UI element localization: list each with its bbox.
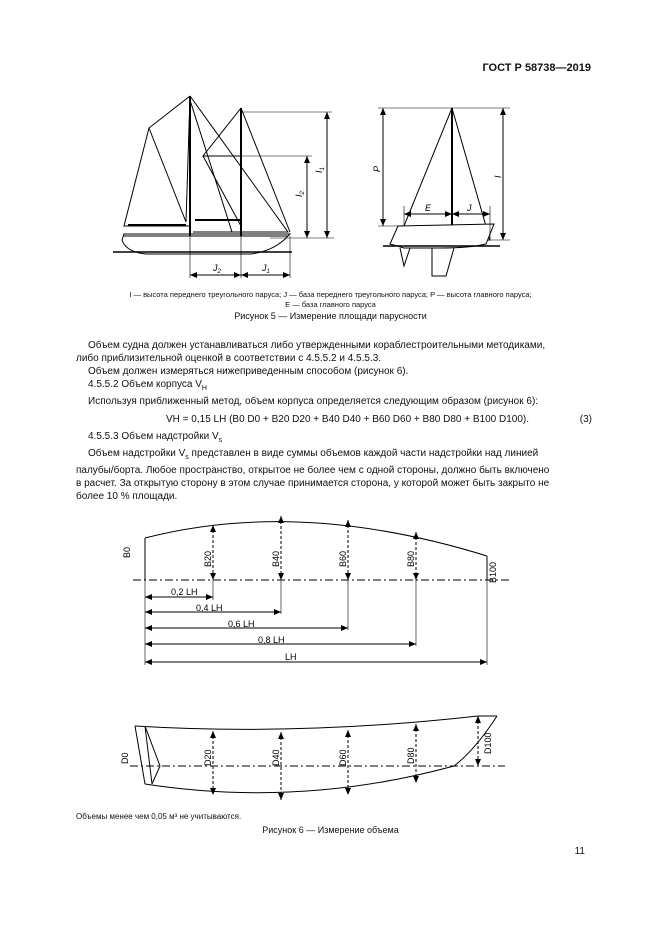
label-D20: D20 [203, 749, 213, 766]
label-B100: B100 [488, 561, 498, 583]
label-0.8L: 0,8 LН [258, 635, 285, 645]
figure-5-legend: I — высота переднего треугольного паруса; J — база переднего треугольного паруса; P — высота главного паруса; E — база главного паруса [129, 290, 532, 309]
label-0.2L: 0,2 LН [171, 587, 198, 597]
figure-6-caption: Рисунок 6 — Измерение объема [262, 825, 399, 835]
label-B80: B80 [406, 550, 416, 567]
label-I: I [493, 175, 503, 178]
label-B0: B0 [122, 546, 132, 558]
formula-3: VН = 0,15 LН (B0 D0 + B20 D20 + B40 D40 + B60 D60 + B80 D80 + B100 D100). [166, 414, 530, 425]
label-0.6L: 0,6 LН [228, 619, 255, 629]
label-J1: $J_1$ [262, 263, 270, 275]
label-B20: B20 [203, 550, 213, 567]
label-I2: $I_2$ [294, 191, 306, 197]
label-B40: B40 [271, 550, 281, 567]
label-I1: $I_1$ [314, 167, 326, 173]
label-D80: D80 [406, 747, 416, 764]
label-D40: D40 [271, 749, 281, 766]
label-E: E [425, 203, 432, 213]
label-D60: D60 [338, 749, 348, 766]
document-header: ГОСТ Р 58738—2019 [482, 62, 591, 74]
label-D100: D100 [483, 732, 493, 754]
label-0.4L: 0,4 LН [196, 603, 223, 613]
body-text: Объем судна должен устанавливаться либо утвержденными кораблестроительными методиками, либо приблизительной оценкой в соответствии с 4.5.5.2 и 4.5.5.3. Объем должен измеряться нижеприведенным способом (рисунок 6). 4.5.5.2 Объем корпуса $V_Н$ Используя приближенный метод, объем корпуса определяется следующим образом (рисунок 6): VН = 0,15 LН (B0 D0 + B20 D20 + B40 D40 + B60 D60 + B80 D80 + B100 D100). (3) 4.5.5.3 Объем надстройки $V_s$ Объем надстройки $V_s$ представлен в виде суммы объемов каждой части надстройки над линией палубы/борта. Любое пространство, открытое не более чем с одной стороны, должно быть включено в расчет. За открытую сторону в этом случае принимается сторона, у которой может быть закрыто не более 10 % площади. [76, 340, 592, 502]
label-P: P [372, 165, 382, 172]
figure-5-caption: Рисунок 5 — Измерение площади парусности [234, 311, 427, 321]
label-L: LН [285, 652, 297, 662]
figure-6-note: Объемы менее чем 0,05 м³ не учитываются. [76, 812, 242, 821]
formula-number: (3) [579, 414, 592, 425]
label-J: J [467, 203, 472, 213]
label-D0: D0 [120, 752, 130, 764]
page-number: 11 [574, 846, 585, 857]
label-B60: B60 [338, 550, 348, 567]
label-J2: $J_2$ [213, 263, 221, 275]
